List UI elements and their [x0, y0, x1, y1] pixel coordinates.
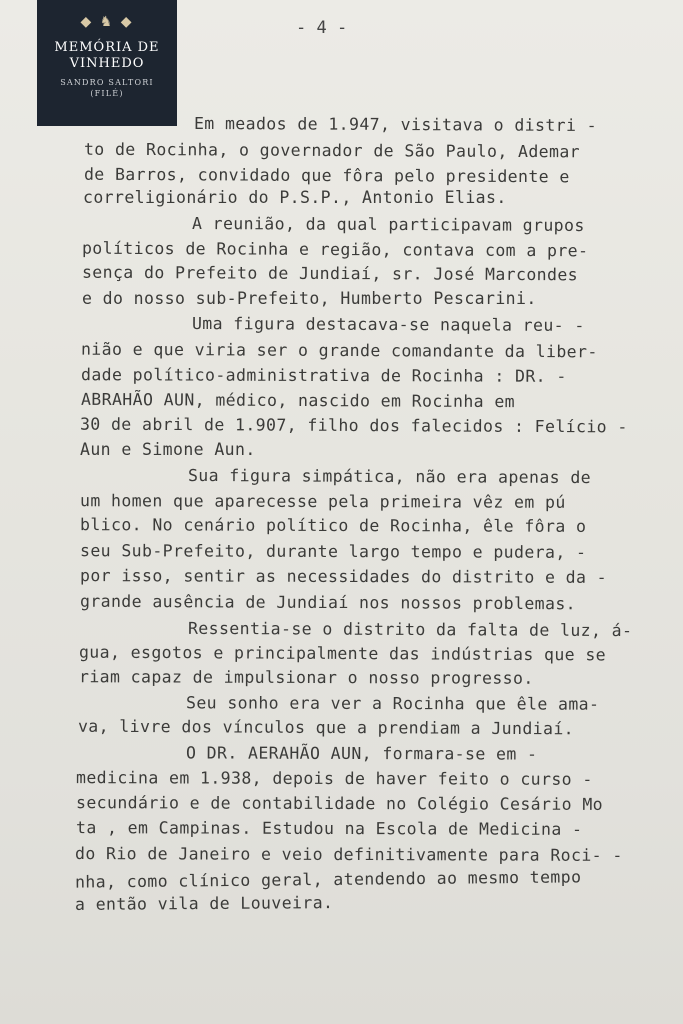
text-line: A reunião, da qual participavam grupos	[191, 213, 585, 236]
text-line: a então vila de Louveira.	[74, 893, 334, 914]
text-line: 30 de abril de 1.907, filho dos falecidos : Felício -	[79, 414, 628, 437]
text-line: Em meados de 1.947, visitava o distri -	[193, 113, 598, 136]
logo-subtitle: SANDRO SALTORI (FILÉ)	[60, 78, 154, 98]
text-line: Seu sonho era ver a Rocinha que êle ama-	[185, 693, 600, 714]
text-line: políticos de Rocinha e região, contava com a pre-	[81, 238, 589, 261]
text-line: sença do Prefeito de Jundiaí, sr. José Marcondes	[81, 262, 579, 285]
text-line: O DR. AERAHÃO AUN, formara-se em -	[185, 743, 538, 764]
text-line: riam capaz de impulsionar o nosso progresso.	[78, 667, 534, 688]
text-line: ABRAHÃO AUN, médico, nascido em Rocinha em	[80, 389, 516, 412]
text-line: por isso, sentir as necessidades do distrito e da -	[79, 566, 608, 587]
text-line: e do nosso sub-Prefeito, Humberto Pescarini.	[82, 289, 537, 308]
text-line: correligionário do P.S.P., Antonio Elias.	[83, 188, 507, 207]
lion-ornament-icon: ◆ ♞ ◆	[80, 14, 134, 30]
text-line: nha, como clínico geral, atendendo ao mesmo tempo	[74, 867, 582, 892]
page-number: - 4 -	[296, 18, 348, 38]
text-line: um homen que aparecesse pela primeira vêz em pú	[79, 491, 566, 512]
text-line: Ressentia-se o distrito da falta de luz, á-	[187, 618, 633, 641]
text-line: Sua figura simpática, não era apenas de	[187, 465, 592, 488]
text-line: de Barros, convidado que fôra pelo presidente e	[83, 164, 570, 187]
text-line: blico. No cenário político de Rocinha, êle fôra o	[79, 515, 587, 536]
text-line: grande ausência de Jundiaí nos nossos problemas.	[79, 591, 577, 614]
text-line: medicina em 1.938, depois de haver feito o curso -	[75, 768, 593, 789]
text-line: dade político-administrativa de Rocinha : DR. -	[80, 365, 567, 386]
text-line: gua, esgotos e principalmente das indústrias que se	[78, 642, 607, 665]
memoria-de-vinhedo-logo	[37, 0, 177, 126]
text-line: seu Sub-Prefeito, durante largo tempo e pudera, -	[79, 541, 587, 562]
text-line: Uma figura destacava-se naquela reu- -	[191, 313, 585, 336]
text-line: va, livre dos vínculos que a prendiam a Jundiaí.	[77, 716, 575, 739]
text-line: secundário e de contabilidade no Colégio Cesário Mo	[75, 793, 604, 814]
text-line: nião e que viria ser o grande comandante da liber-	[80, 339, 598, 362]
logo-title: MEMÓRIA DE VINHEDO	[54, 40, 160, 71]
text-line: do Rio de Janeiro e veio definitivamente para Roci- -	[74, 844, 623, 865]
text-line: to de Rocinha, o governador de São Paulo, Ademar	[83, 139, 581, 162]
text-line: ta , em Campinas. Estudou na Escola de Medicina -	[75, 818, 583, 839]
text-line: Aun e Simone Aun.	[80, 440, 256, 459]
